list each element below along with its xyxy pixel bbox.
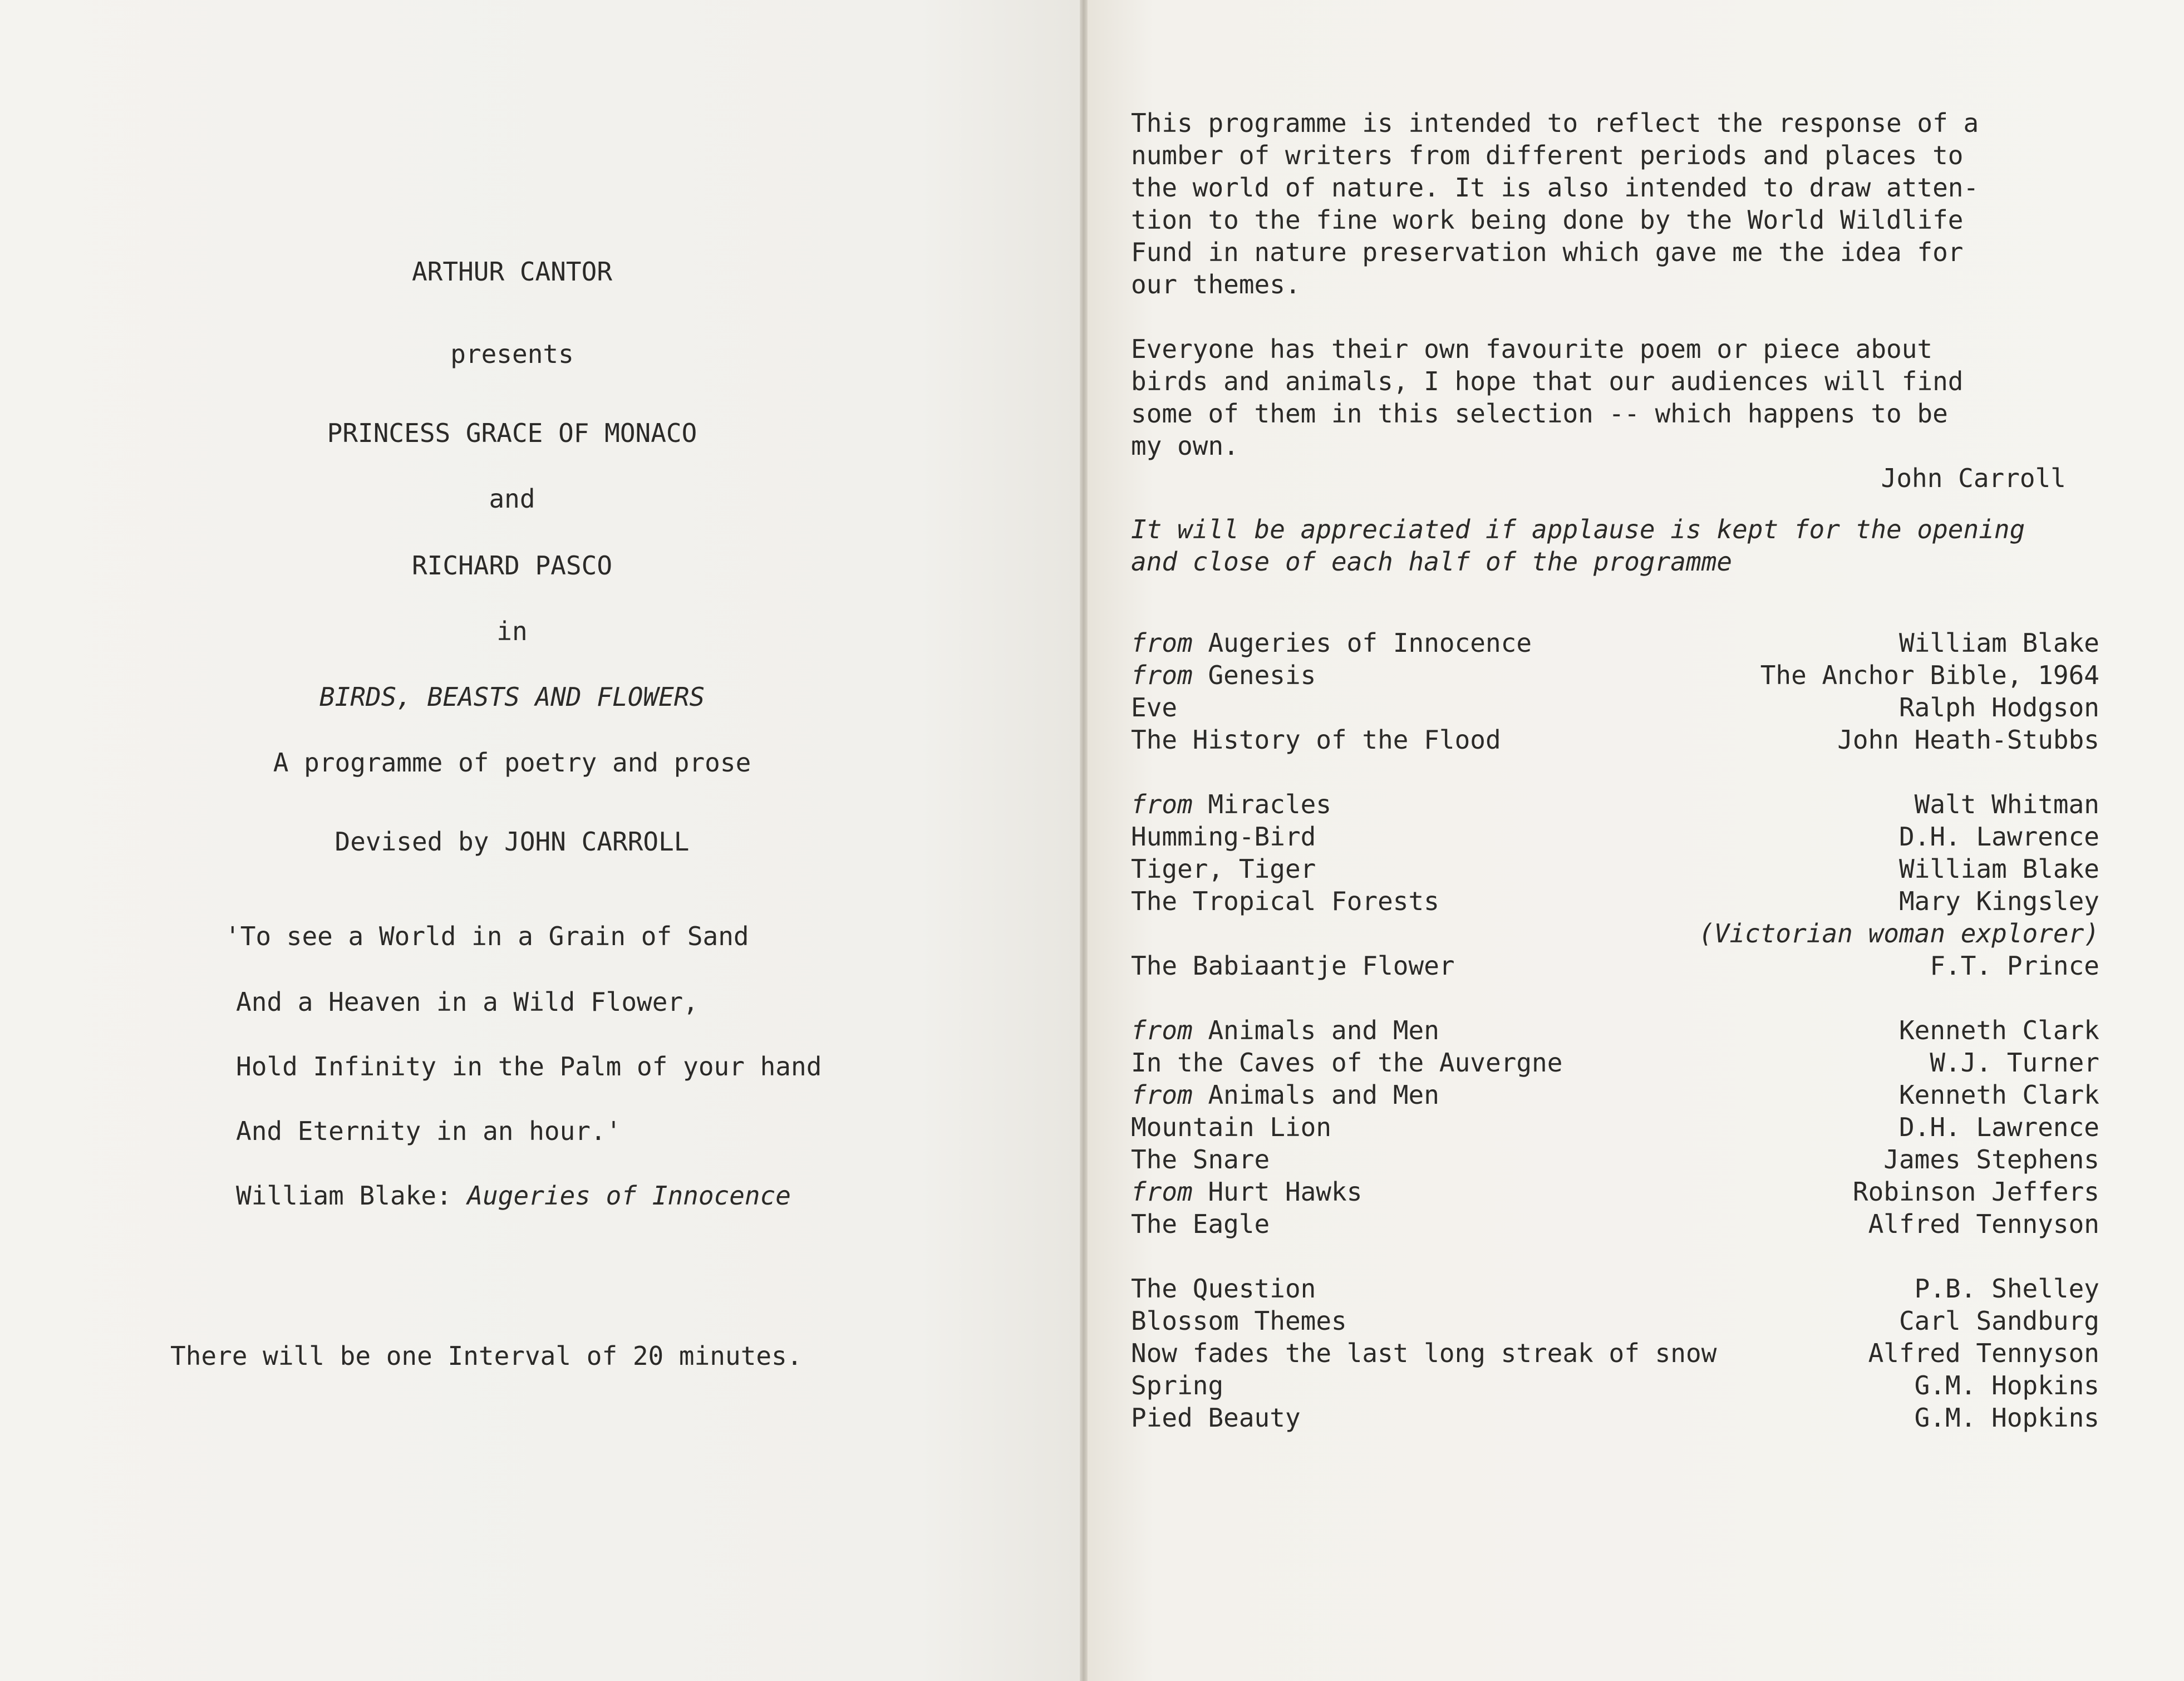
title-text: Eve xyxy=(1131,692,1178,722)
presents-text: presents xyxy=(450,339,574,369)
programme-item xyxy=(1131,659,2099,691)
attribution-author: William Blake: xyxy=(236,1181,468,1211)
from-prefix: from xyxy=(1131,660,1193,690)
work-author: William Blake xyxy=(1898,628,2099,658)
work-author: W.J. Turner xyxy=(1930,1048,2099,1078)
show-subtitle: A programme of poetry and prose xyxy=(273,748,751,778)
devised-by: Devised by JOHN CARROLL xyxy=(335,827,690,857)
work-author: D.H. Lawrence xyxy=(1898,822,2099,852)
work-title xyxy=(1131,885,1439,917)
title-text: The Question xyxy=(1131,1274,1316,1304)
work-author: Ralph Hodgson xyxy=(1898,692,2099,722)
work-title xyxy=(1131,853,1316,885)
programme-item xyxy=(1131,1337,2099,1369)
work-author: Mary Kingsley xyxy=(1898,886,2099,916)
work-author: The Anchor Bible, 1964 xyxy=(1760,660,2099,690)
intro-line: Everyone has their own favourite poem or piece about xyxy=(1131,334,1933,364)
quote-line: And Eternity in an hour.' xyxy=(236,1116,622,1146)
title-text: In the Caves of the Auvergne xyxy=(1131,1048,1563,1078)
title-text: Pied Beauty xyxy=(1131,1403,1301,1433)
programme-item xyxy=(1131,1143,2099,1176)
programme-list xyxy=(1131,627,2099,1434)
work-author: Walt Whitman xyxy=(1914,789,2099,819)
programme-item xyxy=(1131,950,2099,982)
applause-line: It will be appreciated if applause is kept for the opening xyxy=(1131,514,2025,544)
work-title xyxy=(1131,1079,1439,1111)
programme-item xyxy=(1131,1079,2099,1111)
programme-item xyxy=(1131,1111,2099,1143)
work-author: Kenneth Clark xyxy=(1898,1015,2099,1045)
applause-line: and close of each half of the programme xyxy=(1131,547,1733,577)
title-text: The Eagle xyxy=(1131,1209,1270,1239)
title-text: The Tropical Forests xyxy=(1131,886,1439,916)
programme-item xyxy=(1131,1305,2099,1337)
from-prefix: from xyxy=(1131,1015,1193,1045)
work-author: G.M. Hopkins xyxy=(1914,1403,2099,1433)
work-author: P.B. Shelley xyxy=(1914,1274,2099,1304)
work-title xyxy=(1131,1369,1223,1402)
title-text: Blossom Themes xyxy=(1131,1306,1347,1336)
left-page xyxy=(0,0,1080,1681)
work-title xyxy=(1131,627,1532,659)
work-author: William Blake xyxy=(1898,854,2099,884)
intro-line: tion to the fine work being done by the World Wildlife xyxy=(1131,205,1964,235)
title-text: Now fades the last long streak of snow xyxy=(1131,1338,1717,1368)
programme-item xyxy=(1131,1176,2099,1208)
intro-line: This programme is intended to reflect the response of a xyxy=(1131,108,1979,138)
programme-item xyxy=(1131,627,2099,659)
work-title xyxy=(1131,1046,1562,1079)
title-text: Hurt Hawks xyxy=(1208,1177,1362,1207)
programme-item xyxy=(1131,788,2099,820)
title-text: The Snare xyxy=(1131,1144,1270,1174)
work-title xyxy=(1131,1337,1716,1369)
intro-line: our themes. xyxy=(1131,269,1301,299)
in-text: in xyxy=(496,616,528,646)
work-author: James Stephens xyxy=(1883,1144,2099,1174)
title-text: Miracles xyxy=(1208,789,1332,819)
programme-content xyxy=(1131,107,2099,1434)
star-name-1: PRINCESS GRACE OF MONACO xyxy=(327,418,697,448)
title-text: The Babiaantje Flower xyxy=(1131,951,1455,981)
title-text: Augeries of Innocence xyxy=(1208,628,1532,658)
work-title xyxy=(1131,1272,1316,1305)
work-author: Alfred Tennyson xyxy=(1868,1209,2099,1239)
quote-line: Hold Infinity in the Palm of your hand xyxy=(236,1051,822,1082)
from-prefix: from xyxy=(1131,628,1193,658)
programme-item xyxy=(1131,1046,2099,1079)
presenter-name: ARTHUR CANTOR xyxy=(411,257,613,287)
programme-item xyxy=(1131,1272,2099,1305)
work-title xyxy=(1131,691,1177,724)
and-text: and xyxy=(489,484,535,514)
intro-line: number of writers from different periods and places to xyxy=(1131,140,1964,170)
work-title xyxy=(1131,820,1316,853)
programme-item xyxy=(1131,853,2099,885)
programme-item xyxy=(1131,1369,2099,1402)
from-prefix: from xyxy=(1131,789,1193,819)
programme-item xyxy=(1131,820,2099,853)
title-text: Spring xyxy=(1131,1370,1224,1400)
programme-item xyxy=(1131,1402,2099,1434)
intro-line: the world of nature. It is also intended to draw atten- xyxy=(1131,173,1979,203)
quote-attribution xyxy=(236,1180,791,1212)
show-title: BIRDS, BEASTS AND FLOWERS xyxy=(319,682,705,712)
title-text: Animals and Men xyxy=(1208,1080,1439,1110)
title-text: Genesis xyxy=(1208,660,1316,690)
attribution-work: Augeries of Innocence xyxy=(467,1181,791,1211)
kingsley-note: (Victorian woman explorer) xyxy=(1698,918,2099,948)
from-prefix: from xyxy=(1131,1177,1193,1207)
work-title xyxy=(1131,659,1316,691)
signature: John Carroll xyxy=(1881,463,2066,493)
work-title xyxy=(1131,950,1455,982)
programme-item xyxy=(1131,1014,2099,1046)
book-gutter xyxy=(1080,0,1088,1681)
intro-paragraph-2 xyxy=(1131,333,2099,462)
title-text: Animals and Men xyxy=(1208,1015,1439,1045)
title-text: Tiger, Tiger xyxy=(1131,854,1316,884)
work-author: G.M. Hopkins xyxy=(1914,1370,2099,1400)
title-text: The History of the Flood xyxy=(1131,725,1501,755)
work-title xyxy=(1131,1143,1270,1176)
work-title xyxy=(1131,788,1331,820)
intro-line: my own. xyxy=(1131,431,1239,461)
work-title xyxy=(1131,1402,1301,1434)
title-text: Humming-Bird xyxy=(1131,822,1316,852)
work-title xyxy=(1131,1176,1362,1208)
work-author: Kenneth Clark xyxy=(1898,1080,2099,1110)
programme-item xyxy=(1131,885,2099,917)
programme-item xyxy=(1131,724,2099,756)
work-title xyxy=(1131,1305,1347,1337)
work-title xyxy=(1131,1208,1270,1240)
quote-line: And a Heaven in a Wild Flower, xyxy=(236,987,699,1017)
programme-item xyxy=(1131,691,2099,724)
work-title xyxy=(1131,724,1501,756)
interval-note: There will be one Interval of 20 minutes. xyxy=(170,1341,803,1371)
intro-line: Fund in nature preservation which gave me the idea for xyxy=(1131,237,1964,267)
star-name-2: RICHARD PASCO xyxy=(411,550,613,581)
work-author: John Heath-Stubbs xyxy=(1837,725,2099,755)
intro-line: birds and animals, I hope that our audiences will find xyxy=(1131,366,1964,396)
applause-note xyxy=(1131,513,2099,578)
intro-line: some of them in this selection -- which happens to be xyxy=(1131,399,1948,429)
work-author: D.H. Lawrence xyxy=(1898,1112,2099,1142)
work-author: F.T. Prince xyxy=(1930,951,2099,981)
intro-paragraph-1 xyxy=(1131,107,2099,301)
work-title xyxy=(1131,1111,1331,1143)
work-author: Carl Sandburg xyxy=(1898,1306,2099,1336)
quote-line: 'To see a World in a Grain of Sand xyxy=(225,921,749,951)
programme-item xyxy=(1131,1208,2099,1240)
work-author: Robinson Jeffers xyxy=(1852,1177,2099,1207)
title-text: Mountain Lion xyxy=(1131,1112,1332,1142)
work-author: Alfred Tennyson xyxy=(1868,1338,2099,1368)
from-prefix: from xyxy=(1131,1080,1193,1110)
work-title xyxy=(1131,1014,1439,1046)
